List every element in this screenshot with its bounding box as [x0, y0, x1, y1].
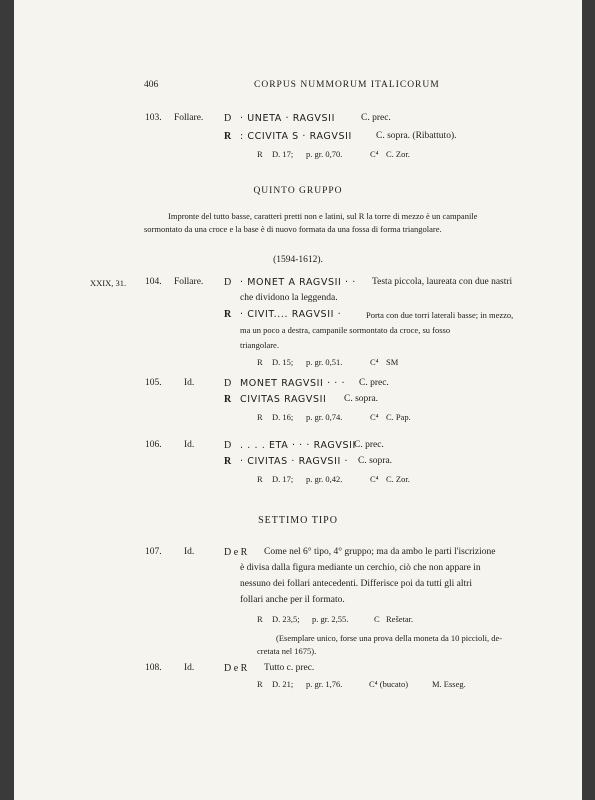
- collection: M. Esseg.: [432, 679, 466, 689]
- description-line-2: è divisa dalla figura mediante un cerchio, ciò che non appare in: [240, 563, 481, 573]
- obverse-description: C. prec.: [361, 113, 391, 123]
- item-107-denomination: Id.: [184, 547, 195, 557]
- item-104-denomination: Follare.: [174, 277, 204, 287]
- obverse-description: C. prec.: [359, 378, 389, 388]
- weight: p. gr. 0,70.: [306, 149, 343, 159]
- period-dates: (1594-1612).: [273, 255, 323, 265]
- page: [14, 0, 582, 800]
- description-line-3: nessuno dei follari antecedenti. Differisce poi da tutti gli altri: [240, 579, 472, 589]
- item-106-number: 106.: [145, 440, 162, 450]
- reverse-description: C. sopra.: [358, 456, 393, 466]
- note-line-1: (Esemplare unico, forse una prova della moneta da 10 piccioli, de-: [276, 633, 503, 643]
- section-description-line-2: sormontato da una croce e la base è di nuovo formata da una fossa di forma triangolare.: [144, 224, 442, 234]
- diameter: D. 17;: [272, 149, 294, 159]
- collection: C. Zor.: [386, 474, 410, 484]
- description-line-1: Come nel 6° tipo, 4° gruppo; ma da ambo le parti l'iscrizione: [264, 547, 496, 557]
- metal: R: [257, 412, 263, 422]
- running-title: CORPUS NUMMORUM ITALICORUM: [254, 80, 440, 90]
- item-108-denomination: Id.: [184, 663, 195, 673]
- metal: R: [257, 149, 263, 159]
- item-103-denomination: Follare.: [174, 113, 204, 123]
- reverse-symbol: R: [224, 456, 232, 467]
- weight: p. gr. 0,74.: [306, 412, 343, 422]
- item-108-number: 108.: [145, 663, 162, 673]
- metal: R: [257, 357, 263, 367]
- rarity: C⁴: [370, 149, 379, 159]
- obverse-symbol: D: [224, 277, 232, 288]
- diameter: D. 23,5;: [272, 614, 300, 624]
- reverse-description: C. sopra.: [344, 394, 379, 404]
- reverse-description-1: Porta con due torri laterali basse; in mezzo,: [366, 310, 514, 320]
- page-number: 406: [144, 80, 159, 90]
- section-title-settimo-tipo: SETTIMO TIPO: [258, 515, 338, 526]
- obverse-reverse-symbol: D e R: [224, 663, 248, 674]
- reverse-legend: : CCIVITA S · RAGVSII: [240, 131, 352, 142]
- rarity: C⁴ (bucato): [369, 679, 409, 689]
- obverse-legend: · UNETA · RAGVSII: [240, 113, 335, 124]
- diameter: D. 15;: [272, 357, 294, 367]
- reverse-symbol: R: [224, 131, 232, 142]
- collection: C. Zor.: [386, 149, 410, 159]
- item-103-number: 103.: [145, 113, 162, 123]
- description-line-4: follari anche per il formato.: [240, 595, 345, 605]
- item-105-number: 105.: [145, 378, 162, 388]
- reverse-symbol: R: [224, 309, 232, 320]
- reverse-description-3: triangolare.: [240, 340, 279, 350]
- diameter: D. 16;: [272, 412, 294, 422]
- weight: p. gr. 0,51.: [306, 357, 343, 367]
- weight: p. gr. 1,76.: [306, 679, 343, 689]
- diameter: D. 17;: [272, 474, 294, 484]
- collection: Rešetar.: [386, 614, 414, 624]
- section-description-line-1: Impronte del tutto basse, caratteri pretti non e latini, sul R la torre di mezzo è un campanile: [168, 211, 478, 221]
- reverse-description: C. sopra. (Ribattuto).: [376, 131, 457, 141]
- item-106-denomination: Id.: [184, 440, 195, 450]
- description: Tutto c. prec.: [264, 663, 315, 673]
- item-104-number: 104.: [145, 277, 162, 287]
- plate-reference: XXIX, 31.: [90, 278, 127, 288]
- weight: p. gr. 2,55.: [312, 614, 349, 624]
- reverse-legend: CIVITAS RAGVSII: [240, 394, 327, 405]
- section-title-quinto-gruppo: QUINTO GRUPPO: [253, 186, 343, 196]
- item-105-denomination: Id.: [184, 378, 195, 388]
- obverse-symbol: D: [224, 378, 232, 389]
- reverse-description-2: ma un poco a destra, campanile sormontato da croce, su fosso: [240, 325, 451, 335]
- rarity: C⁴: [370, 474, 379, 484]
- obverse-description-2: che dividono la leggenda.: [240, 293, 338, 303]
- rarity: C: [374, 614, 380, 624]
- collection: C. Pap.: [386, 412, 411, 422]
- obverse-legend: . . . . ETA · · · RAGVSII: [240, 440, 356, 451]
- obverse-legend: MONET RAGVSII · · ·: [240, 378, 346, 389]
- reverse-legend: · CIVIT.... RAGVSII ·: [240, 309, 342, 320]
- rarity: C⁴: [370, 357, 379, 367]
- obverse-symbol: D: [224, 113, 232, 124]
- note-line-2: cretata nel 1675).: [257, 646, 317, 656]
- obverse-reverse-symbol: D e R: [224, 547, 248, 558]
- collection: SM: [386, 357, 399, 367]
- obverse-symbol: D: [224, 440, 232, 451]
- obverse-description: C. prec.: [354, 440, 384, 450]
- weight: p. gr. 0,42.: [306, 474, 343, 484]
- obverse-legend: · MONET A RAGVSII · ·: [240, 277, 356, 288]
- metal: R: [257, 679, 263, 689]
- metal: R: [257, 614, 263, 624]
- item-107-number: 107.: [145, 547, 162, 557]
- rarity: C⁴: [370, 412, 379, 422]
- reverse-legend: · CIVITAS · RAGVSII ·: [240, 456, 349, 467]
- metal: R: [257, 474, 263, 484]
- reverse-symbol: R: [224, 394, 232, 405]
- diameter: D. 21;: [272, 679, 294, 689]
- obverse-description-1: Testa piccola, laureata con due nastri: [372, 277, 513, 287]
